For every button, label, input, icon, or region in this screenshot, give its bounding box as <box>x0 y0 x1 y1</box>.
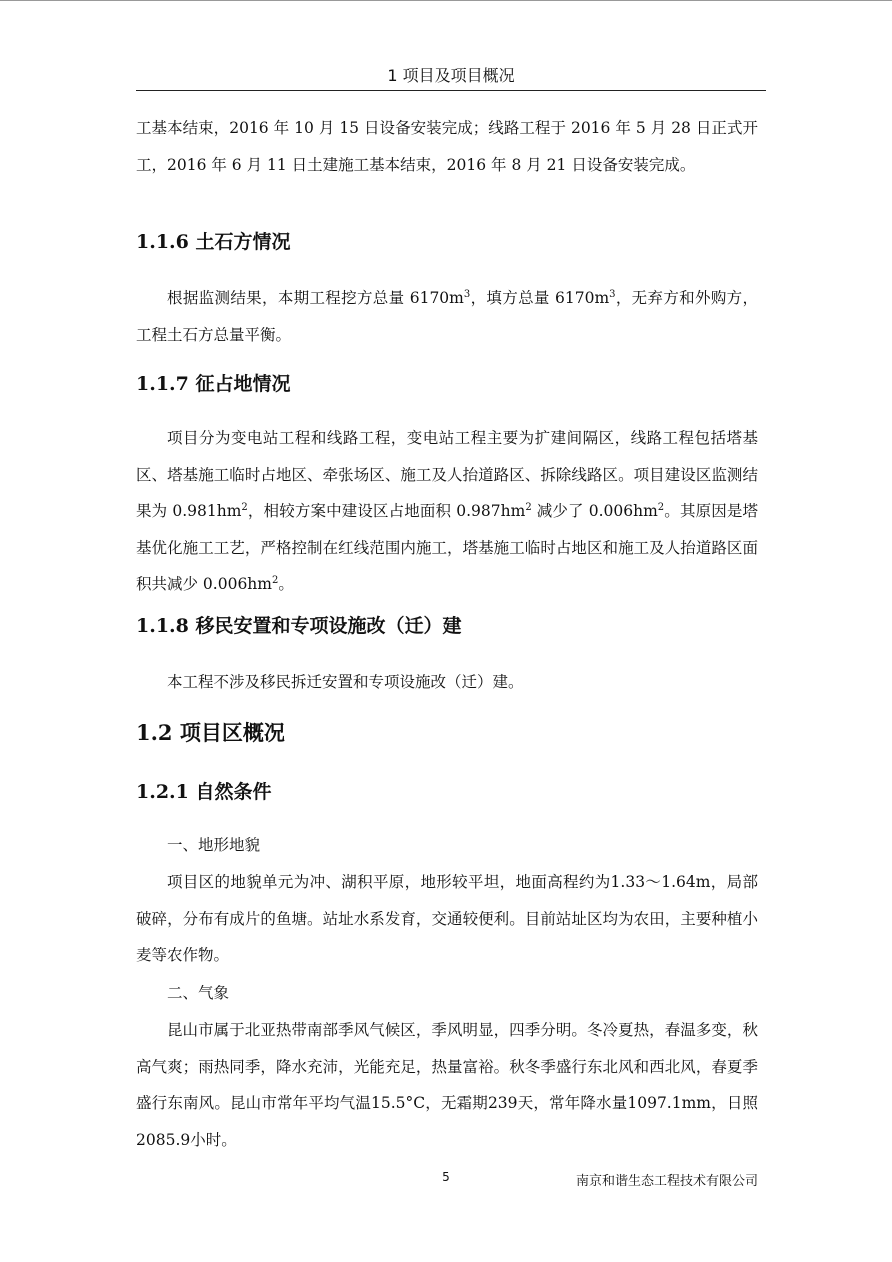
section-heading-1-1-6: 1.1.6 土石方情况 <box>136 231 291 253</box>
page-number: 5 <box>442 1170 450 1184</box>
paragraph-earthwork: 根据监测结果，本期工程挖方总量 $6170m^3$，填方总量 $6170m^3$，无弃方和外购方，工程土石方总量平衡。 <box>136 289 758 344</box>
paragraph-schedule-continued: 工基本结束，2016 年 10 月 15 日设备安装完成；线路工程于 2016 年 5 月 28 日正式开工，2016 年 6 月 11 日土建施工基本结束，2016 年 8 月 21 日设备安装完成。 <box>136 119 758 174</box>
footer-company-name: 南京和谐生态工程技术有限公司 <box>575 1174 758 1189</box>
subheading-terrain: 一、地形地貌 <box>167 836 261 854</box>
section-heading-1-1-8: 1.1.8 移民安置和专项设施改（迁）建 <box>136 615 462 637</box>
paragraph-climate: 昆山市属于北亚热带南部季风气候区，季风明显，四季分明。冬冷夏热，春温多变，秋高气爽；雨热同季，降水充沛，光能充足，热量富裕。秋冬季盛行东北风和西北风，春夏季盛行东南风。昆山市常年平均气温15.5°C，无霜期239天，常年降水量1097.1mm，日照2085.9小时。 <box>136 1021 758 1149</box>
paragraph-terrain: 项目区的地貌单元为冲、湖积平原，地形较平坦，地面高程约为1.33～1.64m，局部破碎，分布有成片的鱼塘。站址水系发育，交通较便利。目前站址区均为农田，主要种植小麦等农作物。 <box>136 873 758 964</box>
top-border-line <box>0 0 892 1</box>
running-header: 1 项目及项目概况 <box>136 62 766 91</box>
section-heading-1-2-1: 1.2.1 自然条件 <box>136 781 272 803</box>
subheading-climate: 二、气象 <box>167 984 230 1002</box>
section-heading-1-2: 1.2 项目区概况 <box>136 720 285 745</box>
paragraph-land-occupation: 项目分为变电站工程和线路工程，变电站工程主要为扩建间隔区，线路工程包括塔基区、塔基施工临时占地区、牵张场区、施工及人抬道路区、拆除线路区。项目建设区监测结果为 $0.981hm^2$，相较方案中建设区占地面积 $0.987hm^2$ 减少了 $0.006hm^2$。其原因是塔基优化施工工艺，严格控制在红线范围内施工，塔基施工临时占地区和施工及人抬道路区面积共减少 $0.006hm^2$。 <box>136 429 758 593</box>
paragraph-resettlement: 本工程不涉及移民拆迁安置和专项设施改（迁）建。 <box>167 673 524 691</box>
section-heading-1-1-7: 1.1.7 征占地情况 <box>136 373 291 395</box>
